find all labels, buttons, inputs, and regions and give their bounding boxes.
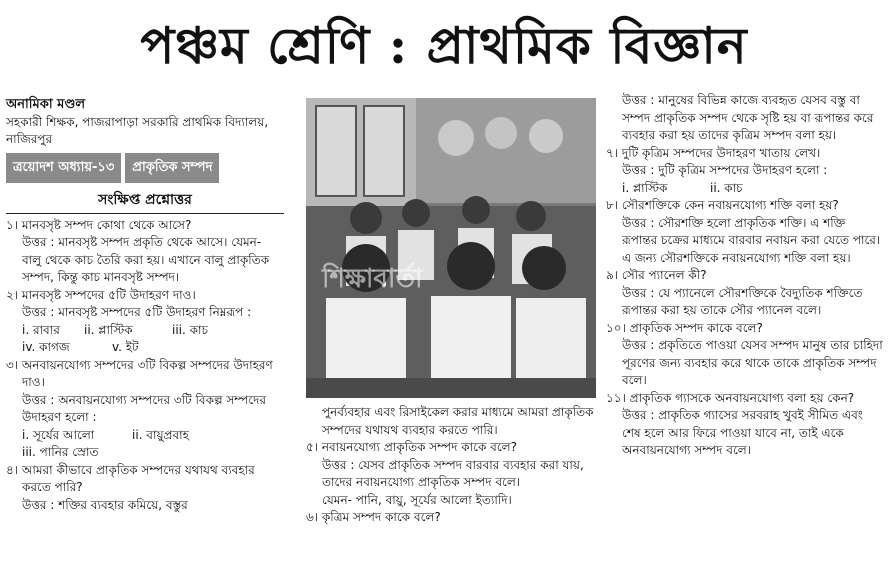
- list-item: i. সূর্যের আলো: [22, 427, 95, 442]
- list-item: iii. পানির স্রোত: [22, 445, 99, 459]
- question-7: ৭। দুটি কৃত্রিম সম্পদের উদাহরণ খাতায় লেখ।: [606, 145, 821, 160]
- question-2: ২। মানবসৃষ্ট সম্পদের ৫টি উদাহরণ দাও।: [6, 287, 196, 302]
- column-right: [606, 92, 884, 460]
- chapter-number: ত্রয়োদশ অধ্যায়-১৩: [6, 153, 121, 183]
- answer-2-items: [6, 322, 284, 340]
- question-6: ৬। কৃত্রিম সম্পদ কাকে বলে?: [306, 510, 441, 524]
- photo-watermark: শিক্ষাবার্তা: [322, 264, 423, 294]
- classroom-photo-illustration: [306, 98, 596, 398]
- question-5: ৫। নবায়নযোগ্য প্রাকৃতিক সম্পদ কাকে বলে?: [306, 440, 517, 454]
- question-10: ১০। প্রাকৃতিক সম্পদ কাকে বলে?: [606, 320, 763, 335]
- answer-2-items-row2: [6, 339, 284, 357]
- column-middle: [306, 404, 596, 527]
- question-9: ৯। সৌর প্যানেল কী?: [606, 268, 707, 282]
- answer-3-items: [6, 427, 284, 445]
- answer-7-items: [606, 180, 884, 198]
- list-item: v. ইট: [112, 340, 139, 354]
- answer-8: উত্তর : সৌরশক্তি হলো প্রাকৃতিক শক্তি। এ শক্তি রূপান্তর চক্রের মাধ্যমে বারবার নবায়ন করা যেতে পারে। এ জন্য সৌরশক্তিকে নবায়নযোগ্য শক্তি বলা হয়।: [622, 215, 881, 265]
- answer-5: উত্তর : যেসব প্রাকৃতিক সম্পদ বারবার ব্যবহার করা যায়, তাদের নবায়নযোগ্য প্রাকৃতিক সম্পদ বলে।: [322, 457, 584, 489]
- list-item: ii. কাচ: [710, 180, 743, 195]
- answer-9: উত্তর : যে প্যানেলে সৌরশক্তিকে বৈদ্যুতিক শক্তিতে রূপান্তর করা হয় তাকে সৌর প্যানেল বলে।: [622, 285, 863, 317]
- list-item: iv. কাগজ: [22, 340, 70, 354]
- answer-4-end: পুনর্ব্যবহার এবং রিসাইকেল করার মাধ্যমে আমরা প্রাকৃতিক সম্পদের যথাযথ ব্যবহার করতে পারি।: [322, 405, 594, 437]
- answer-11: উত্তর : প্রাকৃতিক গ্যাসের সরবরাহ খুবই সীমিত এবং শেষ হলে আর ফিরে পাওয়া যাবে না, তাই একে অনবায়নযোগ্য সম্পদ বলে।: [622, 408, 863, 457]
- question-3: ৩। অনবায়নযোগ্য সম্পদের ৩টি বিকল্প সম্পদের উদাহরণ দাও।: [6, 357, 273, 389]
- list-item: i. রাবার: [22, 322, 60, 337]
- answer-4-start: উত্তর : শক্তির ব্যবহার কমিয়ে, বস্তুর: [22, 497, 188, 512]
- page-title: পঞ্চম শ্রেণি : প্রাথমিক বিজ্ঞান: [140, 16, 748, 75]
- author-designation: সহকারী শিক্ষক, পাজরাপাড়া সরকারি প্রাথমিক বিদ্যালয়, নাজিরপুর: [6, 114, 269, 146]
- list-item: iii. কাচ: [172, 322, 208, 337]
- question-1: ১। মানবসৃষ্ট সম্পদ কোথা থেকে আসে?: [6, 217, 192, 232]
- chapter-banner: [6, 153, 284, 183]
- answer-1: উত্তর : মানবসৃষ্ট সম্পদ প্রকৃতি থেকে আসে। যেমন- বালু থেকে কাচ তৈরি করা হয়। এখানে বালু প্রাকৃতিক সম্পদ, কিন্তু কাচ মানবসৃষ্ট সম্পদ।: [22, 235, 270, 284]
- list-item: ii. প্লাস্টিক: [84, 322, 133, 337]
- answer-3: উত্তর : অনবায়নযোগ্য সম্পদের ৩টি বিকল্প সম্পদের উদাহরণ হলো :: [22, 392, 266, 424]
- section-heading: সংক্ষিপ্ত প্রশ্নোত্তর: [6, 187, 284, 214]
- question-4: ৪। আমরা কীভাবে প্রাকৃতিক সম্পদের যথাযথ ব্যবহার করতে পারি?: [6, 462, 255, 494]
- answer-2: উত্তর : মানবসৃষ্ট সম্পদের ৫টি উদাহরণ নিম্নরূপ :: [22, 305, 252, 319]
- list-item: i. প্লাস্টিক: [622, 180, 668, 195]
- chapter-name: প্রাকৃতিক সম্পদ: [125, 153, 219, 183]
- list-item: ii. বায়ুপ্রবাহ: [132, 427, 189, 442]
- answer-5-example: যেমন- পানি, বায়ু, সূর্যের আলো ইত্যাদি।: [322, 492, 512, 507]
- answer-6: উত্তর : মানুষের বিভিন্ন কাজে ব্যবহৃত যেসব বস্তু বা সম্পদ প্রাকৃতিক সম্পদ থেকে সৃষ্টি হয় বা রূপান্তর করে ব্যবহার করা হয় তাদের কৃত্রিম সম্পদ বলা হয়।: [622, 93, 874, 142]
- column-left: [6, 96, 284, 514]
- answer-3-items-row2: [6, 444, 284, 462]
- answer-10: উত্তর : প্রকৃতিতে পাওয়া যেসব সম্পদ মানুষ তার চাহিদা পূরণের জন্য ব্যবহার করে থাকে তাকে প্রাকৃতিক সম্পদ বলে।: [622, 338, 883, 387]
- question-11: ১১। প্রাকৃতিক গ্যাসকে অনবায়নযোগ্য বলা হয় কেন?: [606, 390, 855, 405]
- classroom-photo: [306, 98, 596, 398]
- answer-7: উত্তর : দুটি কৃত্রিম সম্পদের উদাহরণ হলো :: [622, 163, 828, 177]
- question-8: ৮। সৌরশক্তিকে কেন নবায়নযোগ্য শক্তি বলা হয়?: [606, 198, 839, 212]
- author-name: অনামিকা মণ্ডল: [6, 97, 86, 112]
